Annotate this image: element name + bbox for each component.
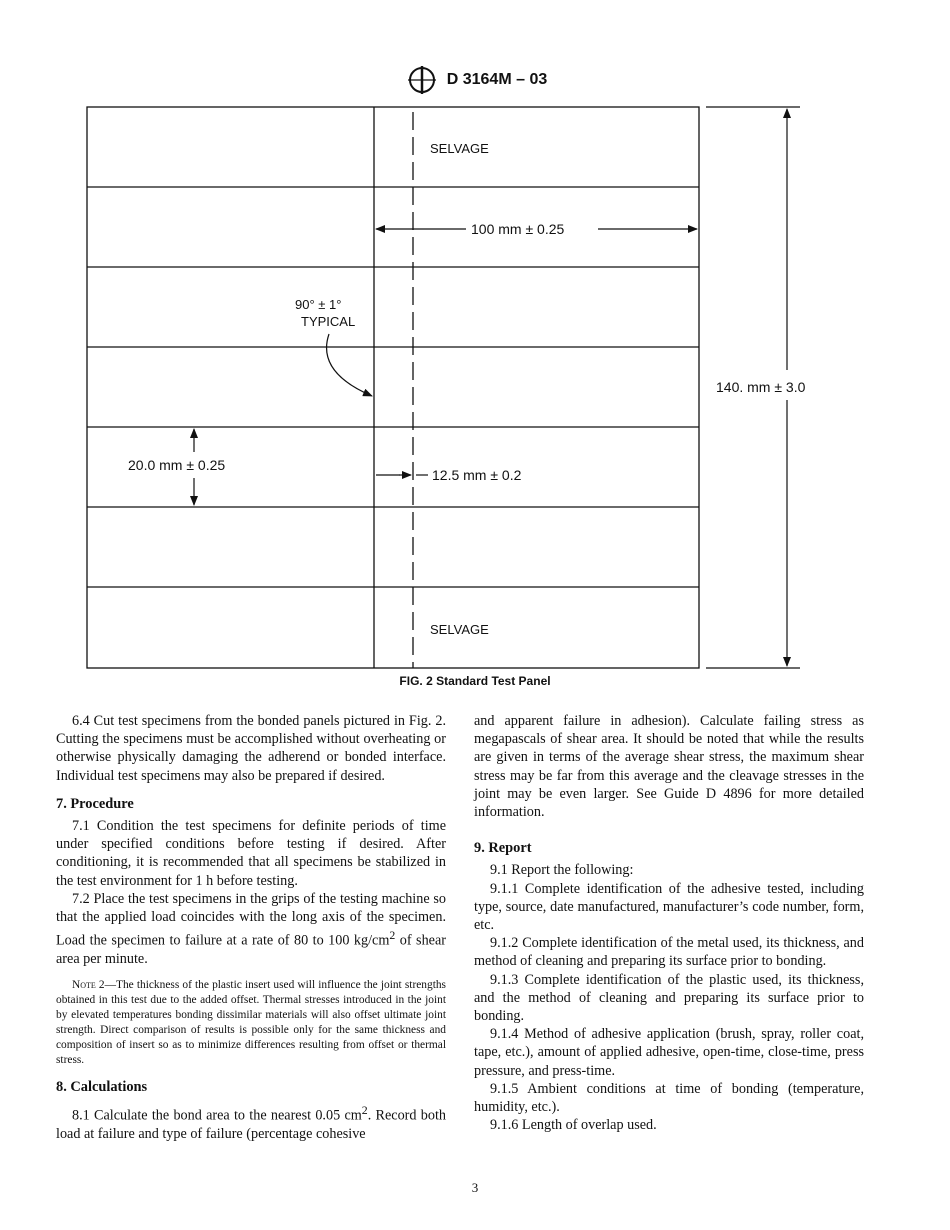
- note-label: Note: [72, 979, 96, 992]
- left-column: [56, 712, 446, 1143]
- note-2: [56, 978, 446, 1068]
- paragraph-6-4: 6.4 Cut test specimens from the bonded panels pictured in Fig. 2. Cutting the specimens must be accomplished without overheating or otherwise physically damaging the adherend or bonded interface. Individual test specimens may also be prepared if desired.: [56, 713, 446, 784]
- paragraph-9-1-1: 9.1.1 Complete identification of the adhesive tested, including type, source, date manufactured, manufacturer’s code number, form, etc.: [474, 880, 864, 934]
- angle-note-label: TYPICAL: [301, 314, 356, 329]
- superscript: 2: [389, 928, 396, 943]
- paragraph-9-1-5: 9.1.5 Ambient conditions at time of bonding (temperature, humidity, etc.).: [474, 1080, 864, 1116]
- paragraph-7-2-end: of shear area per minute.: [56, 932, 446, 968]
- paragraph-7-2: [56, 890, 446, 969]
- paragraph-9-1-4: 9.1.4 Method of adhesive application (brush, spray, roller coat, tape, etc.), amount of applied adhesive, open-time, close-time, press pressure, and press-time.: [474, 1026, 864, 1079]
- strip-dimension-label: 20.0 mm ± 0.25: [128, 457, 226, 473]
- paragraph-7-2-start: 7.2 Place the test specimens in the grips of the testing machine so that the applied load coincides with the long axis of the specimen. Load the specimen to failure at a rate of 80 to 100 kg/cm: [56, 890, 446, 949]
- paragraph-continued: and apparent failure in adhesion). Calculate failing stress as megapascals of shear area. It should be noted that while the results are given in terms of the average shear stress, the maximum shear stress may be far from this average and the cleavage stresses in the joint may be even larger. See Guide D 4896 for more detailed information.: [474, 713, 864, 821]
- selvage-bottom-label: SELVAGE: [430, 622, 489, 637]
- paragraph-9-1-3: 9.1.3 Complete identification of the plastic used, its thickness, and the method of cleaning and preparing its surface prior to bonding.: [474, 971, 864, 1025]
- note-text: 2—The thickness of the plastic insert used will influence the joint strengths obtained in this test due to the added offset. Thermal stresses introduced in the joint by elevated temperatures bonding dissimilar materials will also offset ultimate joint strength. Direct comparison of results is possible only for the same thickness and composition of insert so as to minimize differences resulting from offset or thermal stress.: [56, 979, 446, 1067]
- panel-outline: [87, 107, 699, 668]
- height-dimension-label: 140. mm ± 3.0: [716, 379, 806, 395]
- paragraph-7-1: 7.1 Condition the test specimens for definite periods of time under specified conditions before testing if desired. After conditioning, it is recommended that all specimens be stabilized in the test environment for 1 h before testing.: [56, 818, 446, 889]
- superscript: 2: [361, 1102, 368, 1117]
- paragraph-8-1: [56, 1101, 446, 1143]
- designation: D 3164M – 03: [446, 71, 548, 88]
- figure-caption: FIG. 2 Standard Test Panel: [399, 674, 551, 688]
- paragraph-9-1: 9.1 Report the following:: [490, 862, 634, 879]
- angle-leader-arrow: [327, 334, 372, 396]
- paragraph-9-1-6: 9.1.6 Length of overlap used.: [490, 1117, 657, 1134]
- paragraph-8-1-end: . Record both load at failure and type of failure (percentage cohesive: [56, 1107, 446, 1142]
- heading-report: 9. Report: [474, 840, 532, 857]
- paragraph-8-1-start: 8.1 Calculate the bond area to the nearest 0.05 cm: [72, 1107, 362, 1124]
- angle-dimension-label: 90° ± 1°: [295, 297, 342, 312]
- heading-calculations: 8. Calculations: [56, 1079, 148, 1096]
- page-number: 3: [471, 1180, 479, 1195]
- right-column: [474, 712, 864, 1134]
- selvage-top-label: SELVAGE: [430, 141, 489, 156]
- width-dimension-label: 100 mm ± 0.25: [471, 221, 565, 237]
- overlap-dimension-label: 12.5 mm ± 0.2: [432, 467, 522, 483]
- paragraph-9-1-2: 9.1.2 Complete identification of the metal used, its thickness, and method of cleaning and preparing its surface prior to bonding.: [474, 935, 864, 970]
- heading-procedure: 7. Procedure: [56, 795, 134, 812]
